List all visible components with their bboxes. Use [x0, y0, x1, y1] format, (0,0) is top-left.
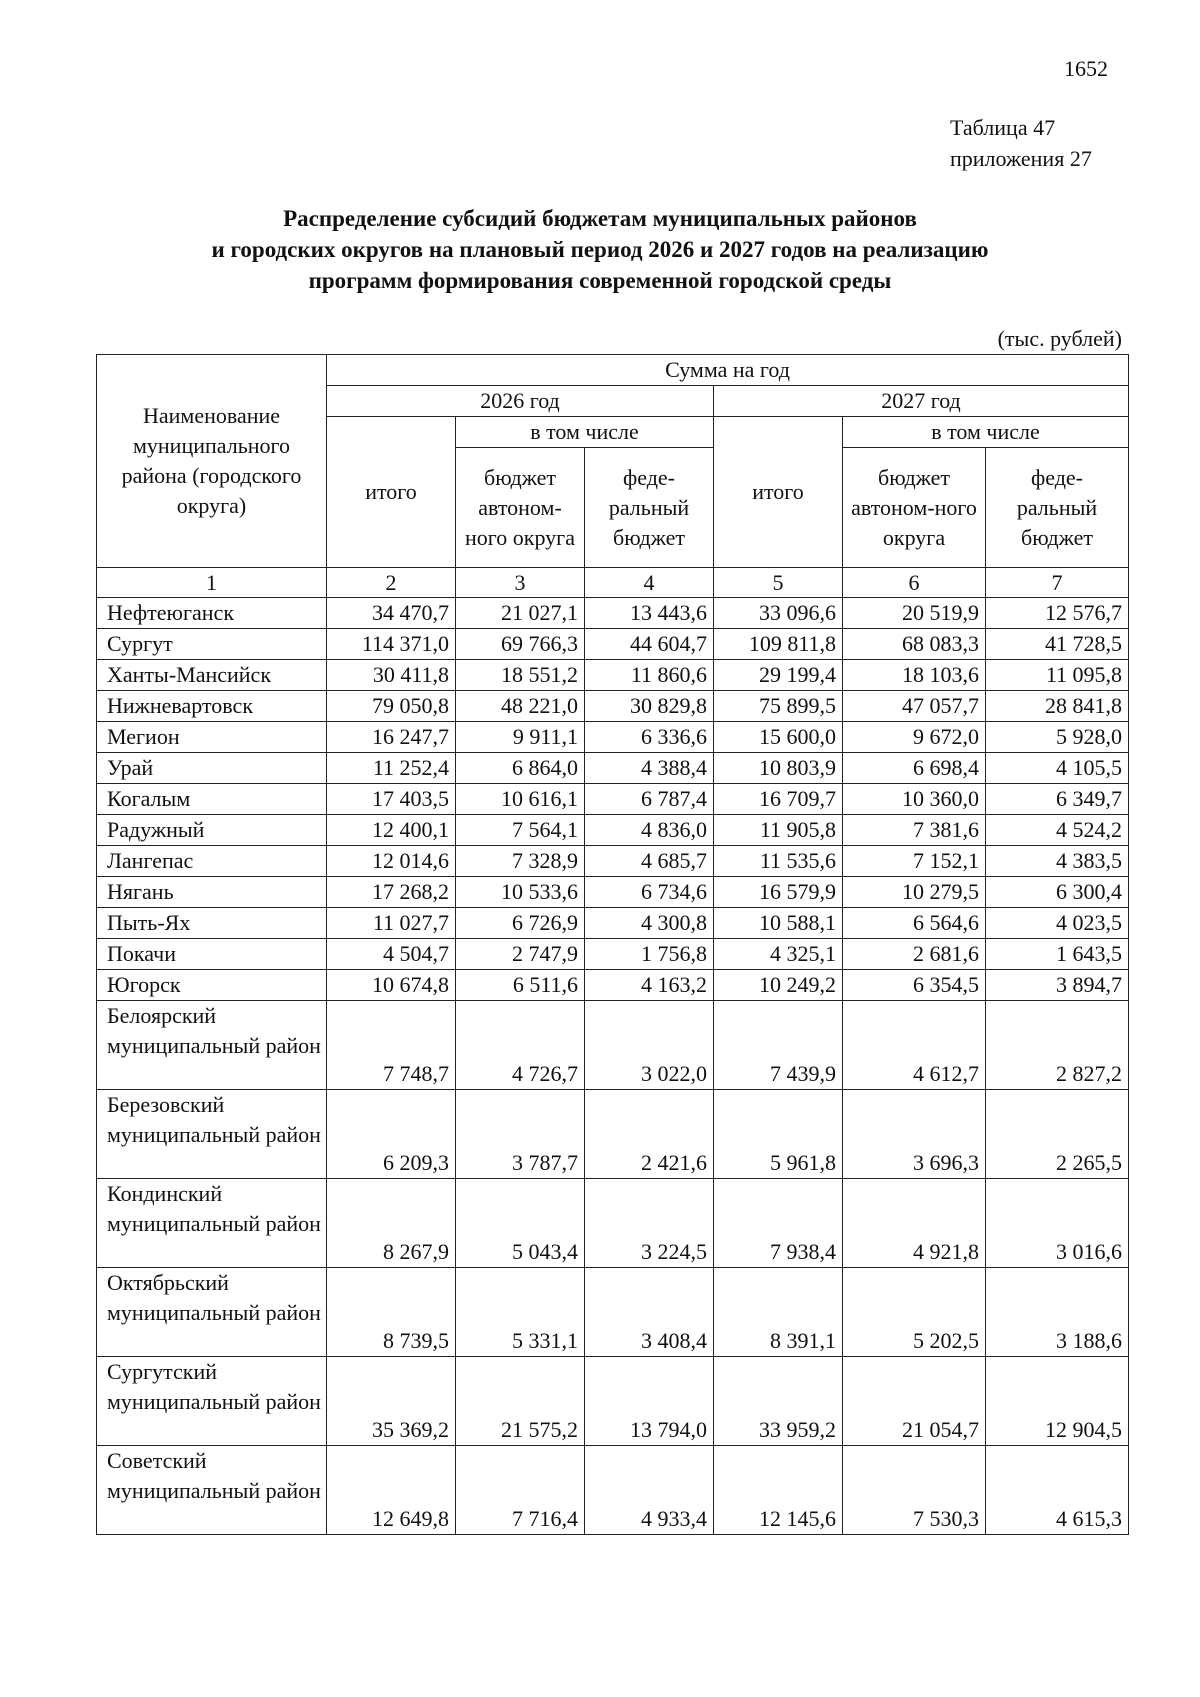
table-row	[97, 1090, 1129, 1179]
header-including-2027: в том числе	[843, 417, 1129, 448]
value-cell: 4 685,7	[585, 846, 714, 877]
value-cell: 4 163,2	[585, 970, 714, 1001]
value-cell: 7 564,1	[456, 815, 585, 846]
title-line1: Распределение субсидий бюджетам муниципальных районов	[283, 206, 917, 231]
table-row	[97, 629, 1129, 660]
value-cell: 2 827,2	[986, 1001, 1129, 1090]
value-cell: 4 836,0	[585, 815, 714, 846]
municipality-name: Ханты-Мансийск	[97, 660, 327, 691]
value-cell: 75 899,5	[714, 691, 843, 722]
value-cell: 6 300,4	[986, 877, 1129, 908]
value-cell: 8 739,5	[327, 1268, 456, 1357]
table-row	[97, 1446, 1129, 1535]
value-cell: 11 905,8	[714, 815, 843, 846]
table-reference-line2: приложения 27	[950, 146, 1092, 171]
header-sum-per-year: Сумма на год	[327, 355, 1129, 386]
value-cell: 4 388,4	[585, 753, 714, 784]
page-number: 1652	[1064, 56, 1108, 81]
value-cell: 10 279,5	[843, 877, 986, 908]
column-number: 2	[327, 568, 456, 598]
value-cell: 3 696,3	[843, 1090, 986, 1179]
value-cell: 2 265,5	[986, 1090, 1129, 1179]
municipality-name: Октябрьский муниципальный район	[97, 1268, 327, 1357]
value-cell: 12 400,1	[327, 815, 456, 846]
municipality-name: Советский муниципальный район	[97, 1446, 327, 1535]
value-cell: 69 766,3	[456, 629, 585, 660]
value-cell: 8 391,1	[714, 1268, 843, 1357]
value-cell: 6 209,3	[327, 1090, 456, 1179]
document-title	[100, 203, 1100, 296]
table-row	[97, 691, 1129, 722]
value-cell: 2 421,6	[585, 1090, 714, 1179]
value-cell: 5 202,5	[843, 1268, 986, 1357]
value-cell: 3 894,7	[986, 970, 1129, 1001]
value-cell: 17 268,2	[327, 877, 456, 908]
table-row	[97, 846, 1129, 877]
value-cell: 29 199,4	[714, 660, 843, 691]
header-year-2027: 2027 год	[714, 386, 1129, 417]
table-row	[97, 815, 1129, 846]
column-number: 3	[456, 568, 585, 598]
value-cell: 10 616,1	[456, 784, 585, 815]
municipality-name: Белоярский муниципальный район	[97, 1001, 327, 1090]
value-cell: 9 672,0	[843, 722, 986, 753]
municipality-name: Покачи	[97, 939, 327, 970]
table-row	[97, 1001, 1129, 1090]
municipality-name: Березовский муниципальный район	[97, 1090, 327, 1179]
municipality-name: Пыть-Ях	[97, 908, 327, 939]
value-cell: 10 249,2	[714, 970, 843, 1001]
value-cell: 9 911,1	[456, 722, 585, 753]
value-cell: 41 728,5	[986, 629, 1129, 660]
value-cell: 4 325,1	[714, 939, 843, 970]
value-cell: 34 470,7	[327, 598, 456, 629]
table-row	[97, 722, 1129, 753]
value-cell: 7 381,6	[843, 815, 986, 846]
value-cell: 6 864,0	[456, 753, 585, 784]
value-cell: 21 575,2	[456, 1357, 585, 1446]
value-cell: 44 604,7	[585, 629, 714, 660]
table-row	[97, 1179, 1129, 1268]
value-cell: 11 095,8	[986, 660, 1129, 691]
value-cell: 4 504,7	[327, 939, 456, 970]
value-cell: 21 027,1	[456, 598, 585, 629]
value-cell: 18 551,2	[456, 660, 585, 691]
value-cell: 79 050,8	[327, 691, 456, 722]
header-ao-budget-2027: бюджет автоном-ного округа	[843, 448, 986, 568]
value-cell: 12 576,7	[986, 598, 1129, 629]
value-cell: 4 933,4	[585, 1446, 714, 1535]
value-cell: 6 564,6	[843, 908, 986, 939]
value-cell: 7 716,4	[456, 1446, 585, 1535]
value-cell: 4 300,8	[585, 908, 714, 939]
header-federal-budget-2027: феде-ральный бюджет	[986, 448, 1129, 568]
value-cell: 7 530,3	[843, 1446, 986, 1535]
value-cell: 30 411,8	[327, 660, 456, 691]
municipality-name: Сургутский муниципальный район	[97, 1357, 327, 1446]
value-cell: 11 535,6	[714, 846, 843, 877]
value-cell: 4 615,3	[986, 1446, 1129, 1535]
value-cell: 10 533,6	[456, 877, 585, 908]
value-cell: 1 643,5	[986, 939, 1129, 970]
title-line2: и городских округов на плановый период 2026 и 2027 годов на реализацию	[211, 237, 989, 262]
table-reference-line1: Таблица 47	[950, 115, 1056, 140]
municipality-name: Лангепас	[97, 846, 327, 877]
value-cell: 28 841,8	[986, 691, 1129, 722]
header-including-2026: в том числе	[456, 417, 714, 448]
value-cell: 11 860,6	[585, 660, 714, 691]
value-cell: 6 726,9	[456, 908, 585, 939]
value-cell: 3 224,5	[585, 1179, 714, 1268]
municipality-name: Нягань	[97, 877, 327, 908]
value-cell: 2 747,9	[456, 939, 585, 970]
value-cell: 33 096,6	[714, 598, 843, 629]
value-cell: 16 579,9	[714, 877, 843, 908]
value-cell: 1 756,8	[585, 939, 714, 970]
value-cell: 6 734,6	[585, 877, 714, 908]
value-cell: 4 023,5	[986, 908, 1129, 939]
value-cell: 2 681,6	[843, 939, 986, 970]
title-line3: программ формирования современной городской среды	[308, 268, 892, 293]
value-cell: 12 904,5	[986, 1357, 1129, 1446]
value-cell: 4 612,7	[843, 1001, 986, 1090]
value-cell: 17 403,5	[327, 784, 456, 815]
value-cell: 16 247,7	[327, 722, 456, 753]
value-cell: 12 649,8	[327, 1446, 456, 1535]
header-total-2027: итого	[714, 417, 843, 568]
value-cell: 18 103,6	[843, 660, 986, 691]
value-cell: 6 354,5	[843, 970, 986, 1001]
municipality-name: Мегион	[97, 722, 327, 753]
value-cell: 5 331,1	[456, 1268, 585, 1357]
table-row	[97, 784, 1129, 815]
value-cell: 7 938,4	[714, 1179, 843, 1268]
header-year-2026: 2026 год	[327, 386, 714, 417]
value-cell: 5 043,4	[456, 1179, 585, 1268]
value-cell: 3 016,6	[986, 1179, 1129, 1268]
header-total-2026: итого	[327, 417, 456, 568]
value-cell: 3 408,4	[585, 1268, 714, 1357]
value-cell: 10 674,8	[327, 970, 456, 1001]
value-cell: 5 928,0	[986, 722, 1129, 753]
municipality-name: Радужный	[97, 815, 327, 846]
value-cell: 7 439,9	[714, 1001, 843, 1090]
value-cell: 109 811,8	[714, 629, 843, 660]
value-cell: 114 371,0	[327, 629, 456, 660]
column-number: 1	[97, 568, 327, 598]
value-cell: 4 921,8	[843, 1179, 986, 1268]
value-cell: 7 152,1	[843, 846, 986, 877]
value-cell: 15 600,0	[714, 722, 843, 753]
table-row	[97, 660, 1129, 691]
value-cell: 4 524,2	[986, 815, 1129, 846]
table-row	[97, 598, 1129, 629]
table-row	[97, 970, 1129, 1001]
value-cell: 3 787,7	[456, 1090, 585, 1179]
value-cell: 8 267,9	[327, 1179, 456, 1268]
table-row	[97, 1268, 1129, 1357]
value-cell: 5 961,8	[714, 1090, 843, 1179]
value-cell: 4 726,7	[456, 1001, 585, 1090]
table-row	[97, 877, 1129, 908]
column-number: 5	[714, 568, 843, 598]
value-cell: 20 519,9	[843, 598, 986, 629]
header-ao-budget-2026: бюджет автоном-ного округа	[456, 448, 585, 568]
municipality-name: Когалым	[97, 784, 327, 815]
value-cell: 47 057,7	[843, 691, 986, 722]
value-cell: 11 252,4	[327, 753, 456, 784]
value-cell: 16 709,7	[714, 784, 843, 815]
value-cell: 12 014,6	[327, 846, 456, 877]
municipality-name: Югорск	[97, 970, 327, 1001]
value-cell: 7 748,7	[327, 1001, 456, 1090]
value-cell: 6 511,6	[456, 970, 585, 1001]
municipality-name: Нефтеюганск	[97, 598, 327, 629]
value-cell: 6 787,4	[585, 784, 714, 815]
header-municipality-name: Наименование муниципального района (городского округа)	[97, 355, 327, 568]
value-cell: 6 698,4	[843, 753, 986, 784]
table-row	[97, 939, 1129, 970]
subsidy-table	[96, 354, 1129, 1535]
value-cell: 35 369,2	[327, 1357, 456, 1446]
value-cell: 10 360,0	[843, 784, 986, 815]
value-cell: 13 794,0	[585, 1357, 714, 1446]
value-cell: 10 588,1	[714, 908, 843, 939]
municipality-name: Урай	[97, 753, 327, 784]
municipality-name: Сургут	[97, 629, 327, 660]
value-cell: 3 022,0	[585, 1001, 714, 1090]
municipality-name: Кондинский муниципальный район	[97, 1179, 327, 1268]
value-cell: 13 443,6	[585, 598, 714, 629]
municipality-name: Нижневартовск	[97, 691, 327, 722]
value-cell: 7 328,9	[456, 846, 585, 877]
value-cell: 48 221,0	[456, 691, 585, 722]
table-row	[97, 1357, 1129, 1446]
value-cell: 4 105,5	[986, 753, 1129, 784]
units-label: (тыс. рублей)	[997, 326, 1122, 351]
column-number: 4	[585, 568, 714, 598]
value-cell: 68 083,3	[843, 629, 986, 660]
value-cell: 12 145,6	[714, 1446, 843, 1535]
value-cell: 30 829,8	[585, 691, 714, 722]
table-reference	[950, 112, 1092, 174]
value-cell: 11 027,7	[327, 908, 456, 939]
value-cell: 21 054,7	[843, 1357, 986, 1446]
table-row	[97, 908, 1129, 939]
column-number: 6	[843, 568, 986, 598]
column-numbers-row	[97, 568, 1129, 598]
value-cell: 3 188,6	[986, 1268, 1129, 1357]
column-number: 7	[986, 568, 1129, 598]
value-cell: 4 383,5	[986, 846, 1129, 877]
table-row	[97, 753, 1129, 784]
value-cell: 6 336,6	[585, 722, 714, 753]
value-cell: 10 803,9	[714, 753, 843, 784]
header-federal-budget-2026: феде-ральный бюджет	[585, 448, 714, 568]
value-cell: 6 349,7	[986, 784, 1129, 815]
value-cell: 33 959,2	[714, 1357, 843, 1446]
